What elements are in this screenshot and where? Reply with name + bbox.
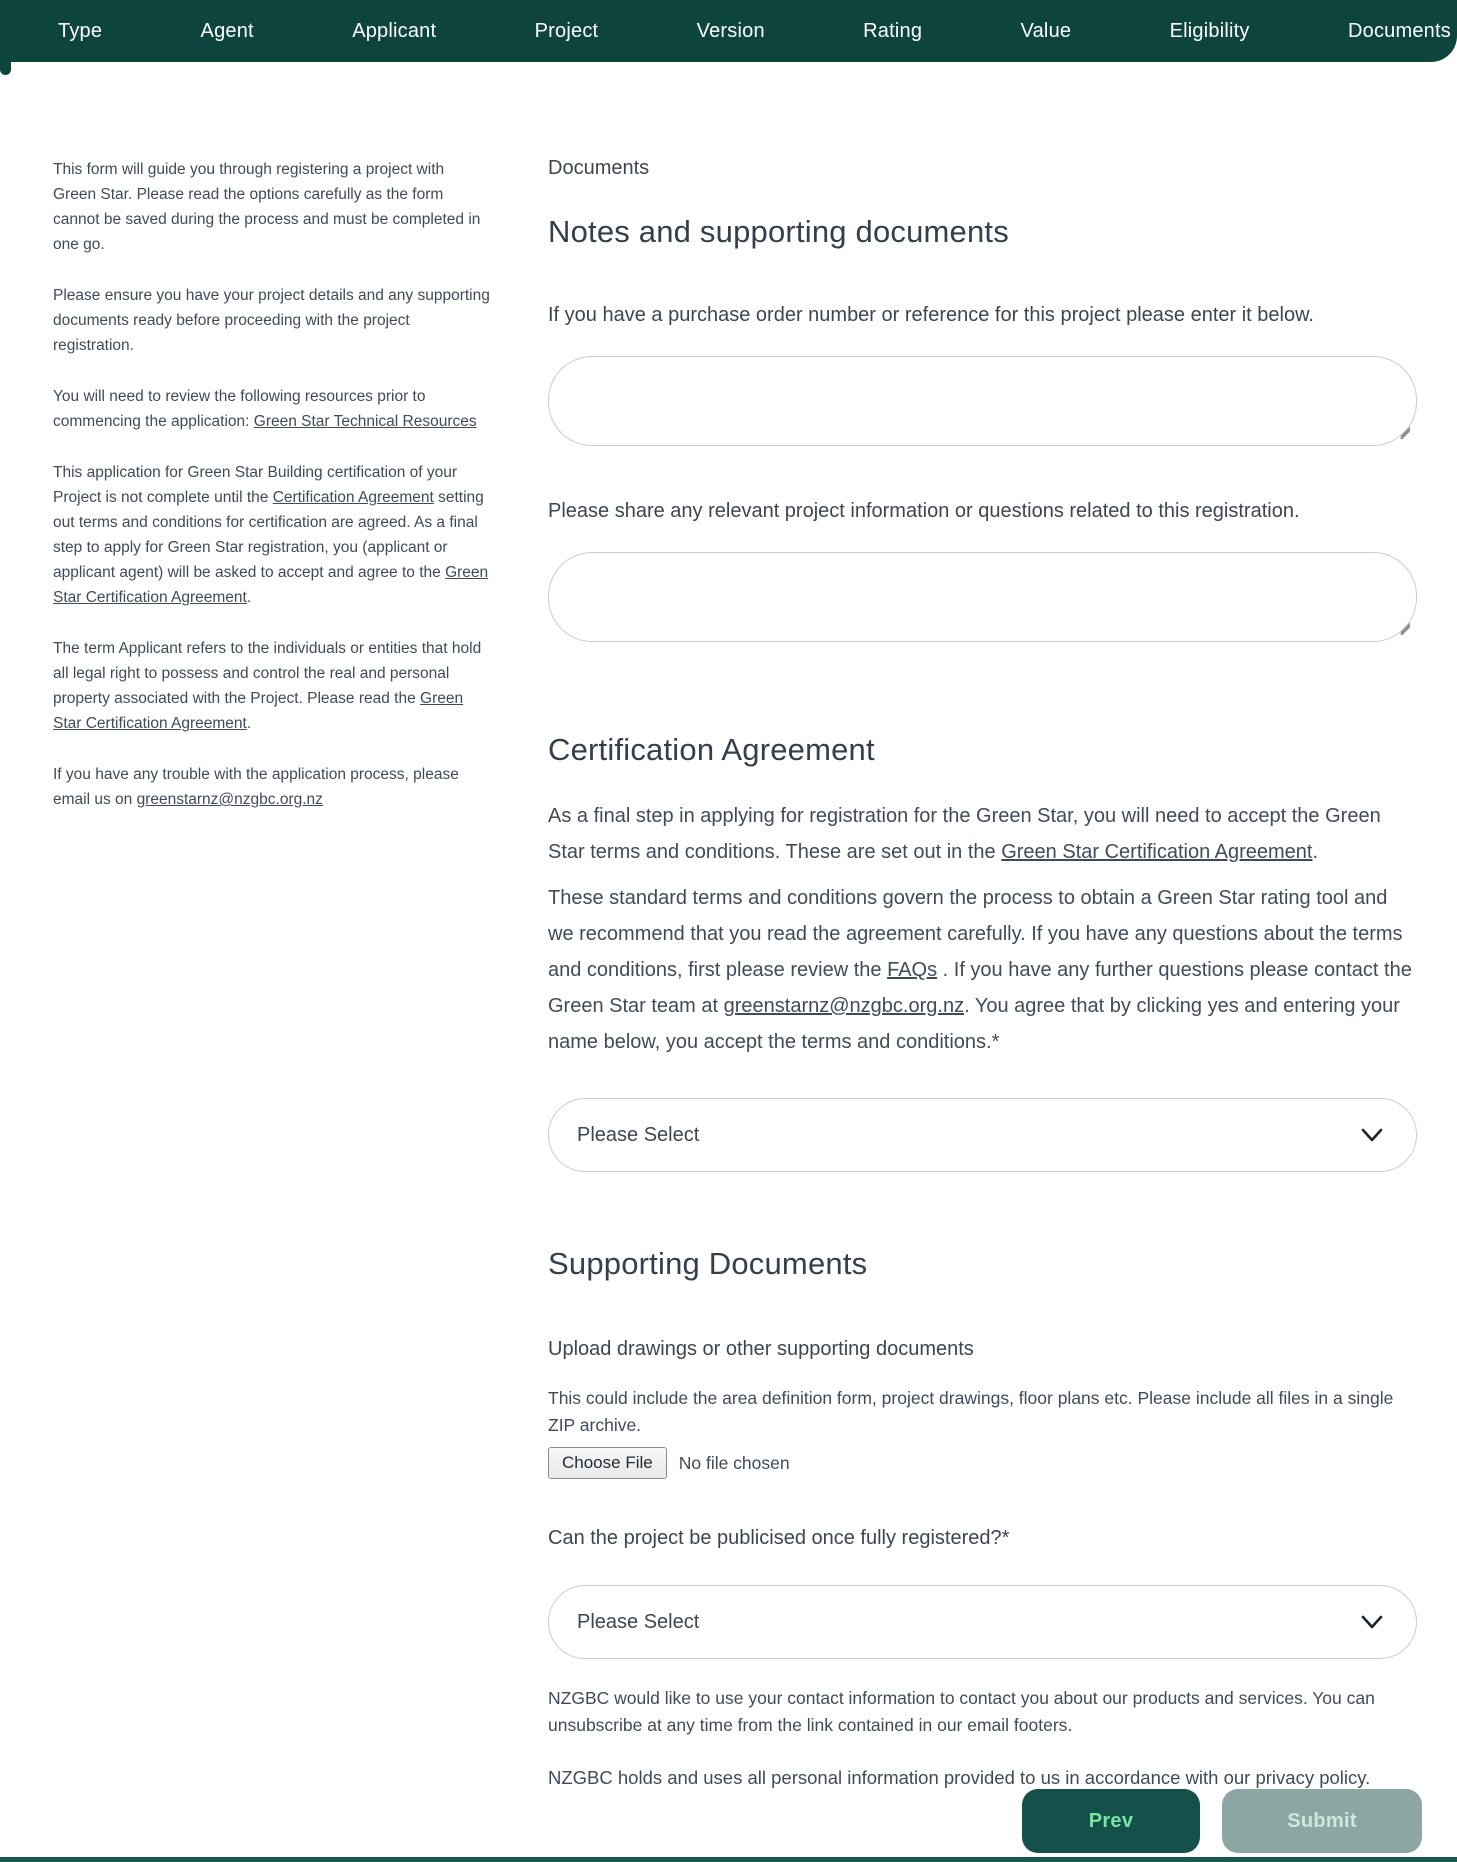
certification-agreement-link[interactable]: Certification Agreement	[272, 489, 434, 506]
text-segment: . If you have any further questions please contact the Green Star team at	[548, 959, 1412, 1017]
text-segment: You will need to review the following resources prior to commencing the application:	[53, 388, 426, 430]
chevron-down-icon	[1358, 1611, 1386, 1633]
faqs-link[interactable]: FAQs	[887, 959, 938, 981]
text-segment: The term Applicant refers to the individuals or entities that hold all legal right to possess and control the real and personal property associated with the Project. Please read the	[53, 640, 482, 707]
purchase-order-field-wrap	[548, 356, 1417, 446]
publicise-question: Can the project be publicised once fully registered?*	[548, 1527, 1010, 1549]
marketing-consent-text: NZGBC would like to use your contact information to contact you about our products and services. You can unsubscribe at any time from the link contained in our email footers.	[548, 1688, 1375, 1735]
purchase-order-textarea[interactable]	[548, 356, 1417, 446]
upload-label: Upload drawings or other supporting documents	[548, 1338, 974, 1360]
text-segment: .	[1312, 841, 1319, 863]
intro-sidebar	[53, 157, 490, 838]
intro-paragraph: Please ensure you have your project details and any supporting documents ready before proceeding with the project registration.	[53, 287, 490, 354]
project-info-field-wrap	[548, 552, 1417, 642]
nav-tab-agent[interactable]: Agent	[200, 19, 254, 42]
purchase-order-question: If you have a purchase order number or reference for this project please enter it below.	[548, 304, 1314, 326]
supporting-documents-heading: Supporting Documents	[548, 1246, 868, 1281]
page-content	[0, 62, 1457, 1789]
intro-paragraph: This form will guide you through registering a project with Green Star. Please read the options carefully as the form cannot be saved during the process and must be completed in one go.	[53, 161, 481, 253]
text-segment: These standard terms and conditions govern the process to obtain a Green Star rating tool and we recommend that you read the agreement carefully. If you have any questions about the terms and conditions, first please review the	[548, 887, 1403, 981]
nav-tab-value[interactable]: Value	[1020, 19, 1072, 42]
text-segment: This application for Green Star Building certification of your Project is not complete until the	[53, 464, 458, 506]
file-upload-row	[548, 1447, 1417, 1479]
project-info-question: Please share any relevant project information or questions related to this registration.	[548, 500, 1300, 522]
project-info-textarea[interactable]	[548, 552, 1417, 642]
text-segment: .	[246, 715, 252, 732]
certification-paragraph-1	[548, 798, 1417, 870]
form-actions	[0, 1789, 1457, 1853]
text-segment: setting out terms and conditions for certification are agreed. As a final step to apply for Green Star registration, you (applicant or applicant agent) will be asked to accept and agree to the	[53, 489, 484, 581]
file-status-text: No file chosen	[678, 1452, 790, 1473]
resize-grip-icon[interactable]	[1396, 621, 1410, 635]
intro-paragraph	[53, 384, 490, 434]
text-segment: As a final step in applying for registration for the Green Star, you will need to accept the Green Star terms and conditions. These are set out in the	[548, 805, 1381, 863]
certification-paragraph-2	[548, 880, 1417, 1060]
nav-tab-type[interactable]: Type	[58, 19, 103, 42]
certification-agreement-link[interactable]: Green Star Certification Agreement	[53, 564, 489, 606]
notes-heading: Notes and supporting documents	[548, 214, 1009, 249]
agree-terms-select[interactable]	[548, 1098, 1417, 1172]
submit-button[interactable]: Submit	[1222, 1789, 1422, 1853]
agree-terms-select-value: Please Select	[577, 1123, 700, 1146]
certification-agreement-link[interactable]: Green Star Certification Agreement	[1001, 841, 1313, 863]
publicise-select[interactable]	[548, 1585, 1417, 1659]
text-segment: . You agree that by clicking yes and entering your name below, you accept the terms and conditions.*	[548, 995, 1400, 1053]
choose-file-button[interactable]: Choose File	[548, 1447, 667, 1479]
nav-tab-rating[interactable]: Rating	[863, 19, 923, 42]
step-navbar	[0, 0, 1457, 62]
resize-grip-icon[interactable]	[1396, 425, 1410, 439]
technical-resources-link[interactable]: Green Star Technical Resources	[253, 413, 477, 430]
text-segment: .	[246, 589, 252, 606]
greenstar-email-link[interactable]: greenstarnz@nzgbc.org.nz	[723, 995, 965, 1017]
nav-tab-eligibility[interactable]: Eligibility	[1169, 19, 1250, 42]
intro-paragraph	[53, 460, 490, 610]
upload-hint: This could include the area definition form, project drawings, floor plans etc. Please include all files in a single ZIP archive.	[548, 1388, 1394, 1435]
nav-tab-version[interactable]: Version	[696, 19, 765, 42]
support-email-link[interactable]: greenstarnz@nzgbc.org.nz	[136, 791, 323, 808]
intro-paragraph	[53, 762, 490, 812]
chevron-down-icon	[1358, 1124, 1386, 1146]
prev-button[interactable]: Prev	[1022, 1789, 1200, 1853]
section-label: Documents	[548, 157, 650, 179]
documents-form	[548, 157, 1417, 1789]
publicise-select-value: Please Select	[577, 1610, 700, 1633]
nav-tab-applicant[interactable]: Applicant	[352, 19, 437, 42]
nav-tab-documents[interactable]: Documents	[1347, 19, 1451, 42]
navbar-left-stub	[0, 62, 11, 75]
intro-paragraph	[53, 636, 490, 736]
nav-tab-project[interactable]: Project	[534, 19, 599, 42]
privacy-policy-text: NZGBC holds and uses all personal information provided to us in accordance with our privacy policy.	[548, 1767, 1371, 1788]
certification-agreement-link[interactable]: Green Star Certification Agreement	[53, 690, 464, 732]
bottom-accent-bar	[0, 1857, 1457, 1862]
text-segment: If you have any trouble with the application process, please email us on	[53, 766, 459, 808]
certification-heading: Certification Agreement	[548, 732, 875, 767]
